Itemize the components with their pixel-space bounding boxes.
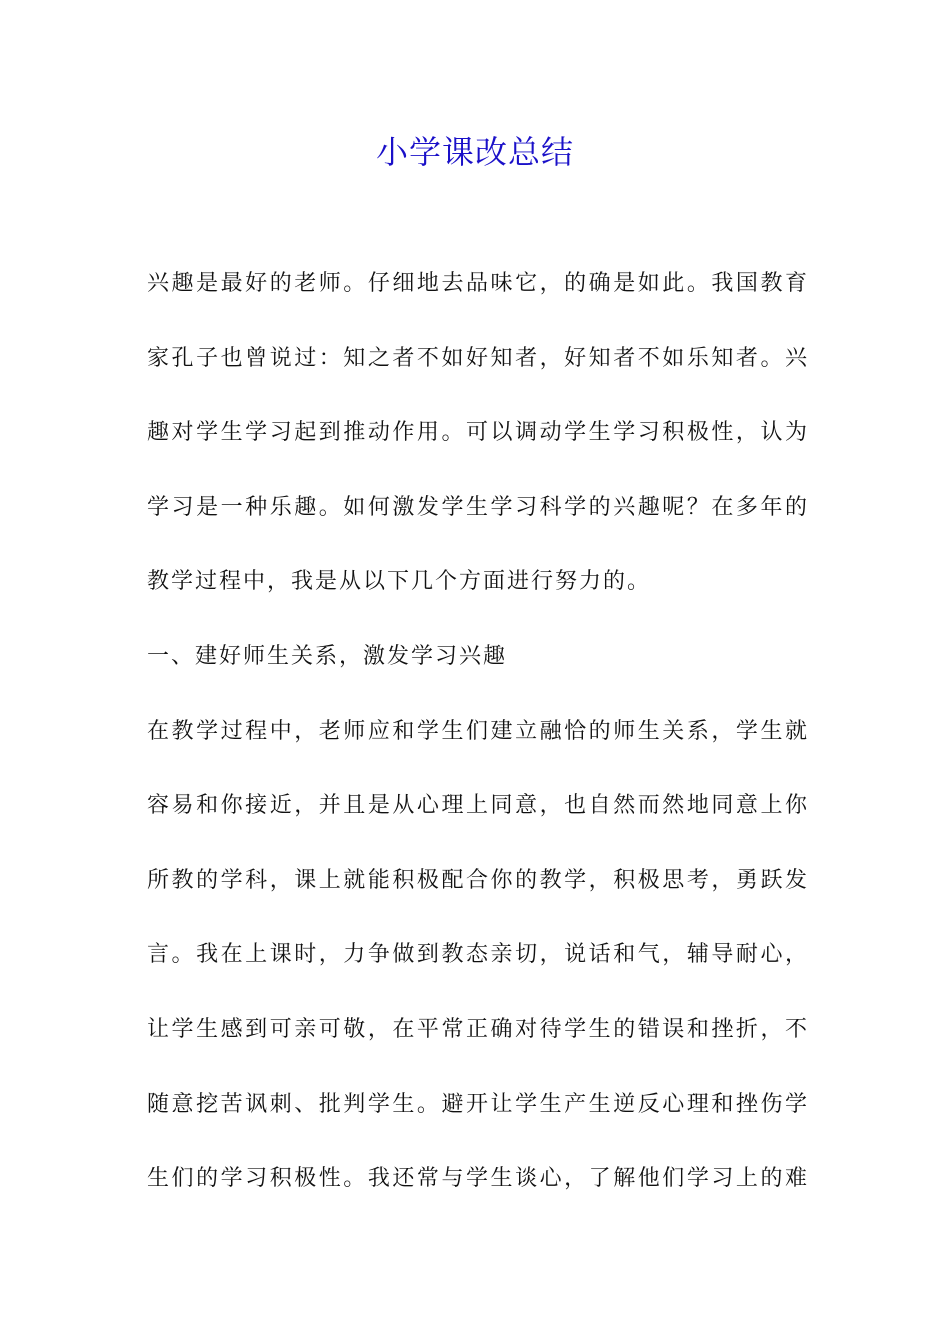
paragraph-line: 生们的学习积极性。我还常与学生谈心，了解他们学习上的难 bbox=[147, 1166, 807, 1192]
paragraph-line: 所教的学科，课上就能积极配合你的教学，积极思考，勇跃发 bbox=[147, 867, 807, 893]
paragraph-line: 言。我在上课时，力争做到教态亲切，说话和气，辅导耐心， bbox=[147, 942, 807, 968]
paragraph-line: 在教学过程中，老师应和学生们建立融恰的师生关系，学生就 bbox=[147, 718, 807, 744]
paragraph-line: 容易和你接近，并且是从心理上同意，也自然而然地同意上你 bbox=[147, 793, 807, 819]
paragraph-line: 教学过程中，我是从以下几个方面进行努力的。 bbox=[147, 569, 652, 595]
paragraph-line: 让学生感到可亲可敬，在平常正确对待学生的错误和挫折，不 bbox=[147, 1016, 807, 1042]
paragraph-line: 趣对学生学习起到推动作用。可以调动学生学习积极性，认为 bbox=[147, 420, 807, 446]
document-body bbox=[147, 264, 807, 1234]
section-heading: 一、建好师生关系，激发学习兴趣 bbox=[147, 643, 508, 669]
paragraph-line: 家孔子也曾说过：知之者不如好知者，好知者不如乐知者。兴 bbox=[147, 345, 807, 371]
paragraph-line: 兴趣是最好的老师。仔细地去品味它，的确是如此。我国教育 bbox=[147, 271, 807, 296]
document-title: 小学课改总结 bbox=[375, 133, 574, 171]
paragraph-line: 随意挖苦讽刺、批判学生。避开让学生产生逆反心理和挫伤学 bbox=[147, 1091, 807, 1117]
paragraph-line: 学习是一种乐趣。如何激发学生学习科学的兴趣呢？在多年的 bbox=[147, 494, 807, 520]
